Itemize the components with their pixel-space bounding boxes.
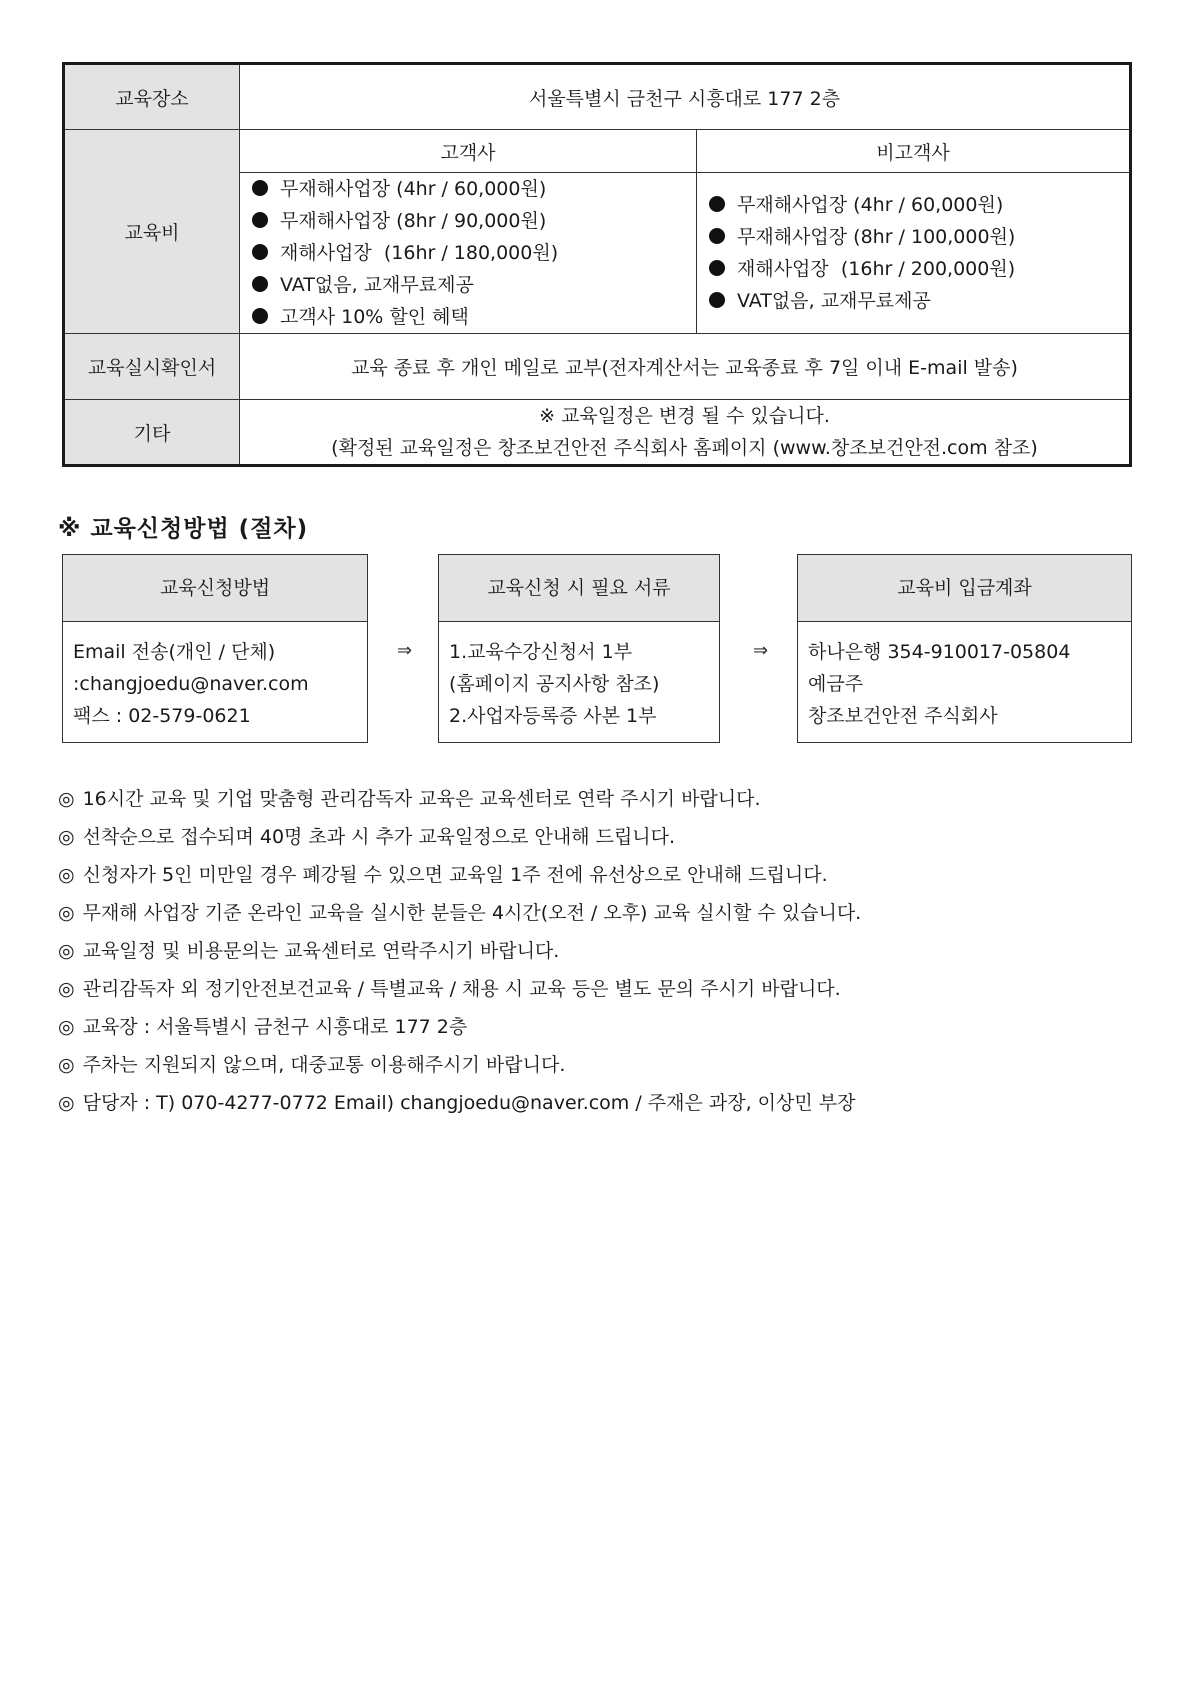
bullet-dot-icon xyxy=(709,196,725,212)
double-circle-icon: ◎ xyxy=(58,1092,75,1114)
document-line: (홈페이지 공지사항 참조) xyxy=(449,673,660,695)
nonclient-fee-list xyxy=(697,189,1129,317)
email-address: :changjoedu@naver.com xyxy=(73,673,309,695)
list-item: ◎ 관리감독자 외 정기안전보건교육 / 특별교육 / 채용 시 교육 등은 별도 문의 주시기 바랍니다. xyxy=(58,978,841,1000)
list-item: VAT없음, 교재무료제공 xyxy=(709,285,1129,317)
bullet-dot-icon xyxy=(709,292,725,308)
box-body xyxy=(798,622,1131,732)
account-holder: 창조보건안전 주식회사 xyxy=(808,705,998,727)
double-circle-icon: ◎ xyxy=(58,1054,75,1076)
list-item: 무재해사업장 (4hr / 60,000원) xyxy=(252,173,696,205)
section-title: ※ 교육신청방법 (절차) xyxy=(58,516,309,542)
list-item: ◎ 무재해 사업장 기준 온라인 교육을 실시한 분들은 4시간(오전 / 오후) 교육 실시할 수 있습니다. xyxy=(58,902,862,924)
double-circle-icon: ◎ xyxy=(58,902,75,924)
list-item: 무재해사업장 (8hr / 90,000원) xyxy=(252,205,696,237)
double-circle-icon: ◎ xyxy=(58,788,75,810)
box-header: 교육비 입금계좌 xyxy=(798,555,1131,622)
bank-account: 하나은행 354-910017-05804 xyxy=(808,641,1071,663)
arrow-right-icon: ⇒ xyxy=(753,640,769,661)
box-header: 교육신청 시 필요 서류 xyxy=(439,555,719,622)
box-body xyxy=(439,622,719,732)
double-circle-icon: ◎ xyxy=(58,978,75,1000)
certificate-value: 교육 종료 후 개인 메일로 교부(전자계산서는 교육종료 후 7일 이내 E-mail 발송) xyxy=(240,334,1131,400)
account-holder-label: 예금주 xyxy=(808,673,864,695)
list-item: 고객사 10% 할인 혜택 xyxy=(252,301,696,333)
box-body xyxy=(63,622,367,732)
bullet-dot-icon xyxy=(709,260,725,276)
other-row xyxy=(64,400,1131,466)
bullet-dot-icon xyxy=(709,228,725,244)
notes-list xyxy=(58,780,861,1122)
bullet-dot-icon xyxy=(252,244,268,260)
client-header: 고객사 xyxy=(240,130,697,173)
list-item: 재해사업장 (16hr / 180,000원) xyxy=(252,237,696,269)
certificate-row xyxy=(64,334,1131,400)
client-fee-list xyxy=(240,173,696,333)
list-item: ◎ 신청자가 5인 미만일 경우 폐강될 수 있으면 교육일 1주 전에 유선상으로 안내해 드립니다. xyxy=(58,864,828,886)
double-circle-icon: ◎ xyxy=(58,940,75,962)
list-item: ◎ 교육일정 및 비용문의는 교육센터로 연락주시기 바랍니다. xyxy=(58,940,560,962)
list-item: 재해사업장 (16hr / 200,000원) xyxy=(709,253,1129,285)
double-circle-icon: ◎ xyxy=(58,826,75,848)
list-item: ◎ 16시간 교육 및 기업 맞춤형 관리감독자 교육은 교육센터로 연락 주시기 바랍니다. xyxy=(58,788,761,810)
bullet-dot-icon xyxy=(252,276,268,292)
client-fee-cell xyxy=(240,173,697,334)
nonclient-header: 비고객사 xyxy=(697,130,1131,173)
fee-label: 교육비 xyxy=(64,130,240,334)
required-documents-box xyxy=(438,554,720,743)
list-item: ◎ 담당자 : T) 070-4277-0772 Email) changjoedu@naver.com / 주재은 과장, 이상민 부장 xyxy=(58,1092,856,1114)
arrow-right-icon: ⇒ xyxy=(397,640,413,661)
bullet-dot-icon xyxy=(252,308,268,324)
bullet-dot-icon xyxy=(252,212,268,228)
location-label: 교육장소 xyxy=(64,64,240,130)
fax-line: 팩스 : 02-579-0621 xyxy=(73,705,251,727)
list-item: 무재해사업장 (4hr / 60,000원) xyxy=(709,189,1129,221)
double-circle-icon: ◎ xyxy=(58,1016,75,1038)
application-method-box xyxy=(62,554,368,743)
location-row xyxy=(64,64,1131,130)
nonclient-fee-cell xyxy=(697,173,1131,334)
list-item: ◎ 주차는 지원되지 않으며, 대중교통 이용해주시기 바랍니다. xyxy=(58,1054,566,1076)
list-item: 무재해사업장 (8hr / 100,000원) xyxy=(709,221,1129,253)
other-value xyxy=(240,400,1131,466)
fee-header-row xyxy=(64,130,1131,173)
payment-account-box xyxy=(797,554,1132,743)
box-header: 교육신청방법 xyxy=(63,555,367,622)
certificate-label: 교육실시확인서 xyxy=(64,334,240,400)
list-item: ◎ 선착순으로 접수되며 40명 초과 시 추가 교육일정으로 안내해 드립니다. xyxy=(58,826,676,848)
homepage-note: (확정된 교육일정은 창조보건안전 주식회사 홈페이지 (www.창조보건안전.com 참조) xyxy=(331,437,1038,459)
double-circle-icon: ◎ xyxy=(58,864,75,886)
schedule-change-note: ※ 교육일정은 변경 될 수 있습니다. xyxy=(539,405,830,427)
other-label: 기타 xyxy=(64,400,240,466)
document-line: 2.사업자등록증 사본 1부 xyxy=(449,705,657,727)
list-item: ◎ 교육장 : 서울특별시 금천구 시흥대로 177 2층 xyxy=(58,1016,468,1038)
education-info-table xyxy=(62,62,1132,467)
bullet-dot-icon xyxy=(252,180,268,196)
document-line: 1.교육수강신청서 1부 xyxy=(449,641,633,663)
email-line: Email 전송(개인 / 단체) xyxy=(73,641,276,663)
location-value: 서울특별시 금천구 시흥대로 177 2층 xyxy=(240,64,1131,130)
list-item: VAT없음, 교재무료제공 xyxy=(252,269,696,301)
